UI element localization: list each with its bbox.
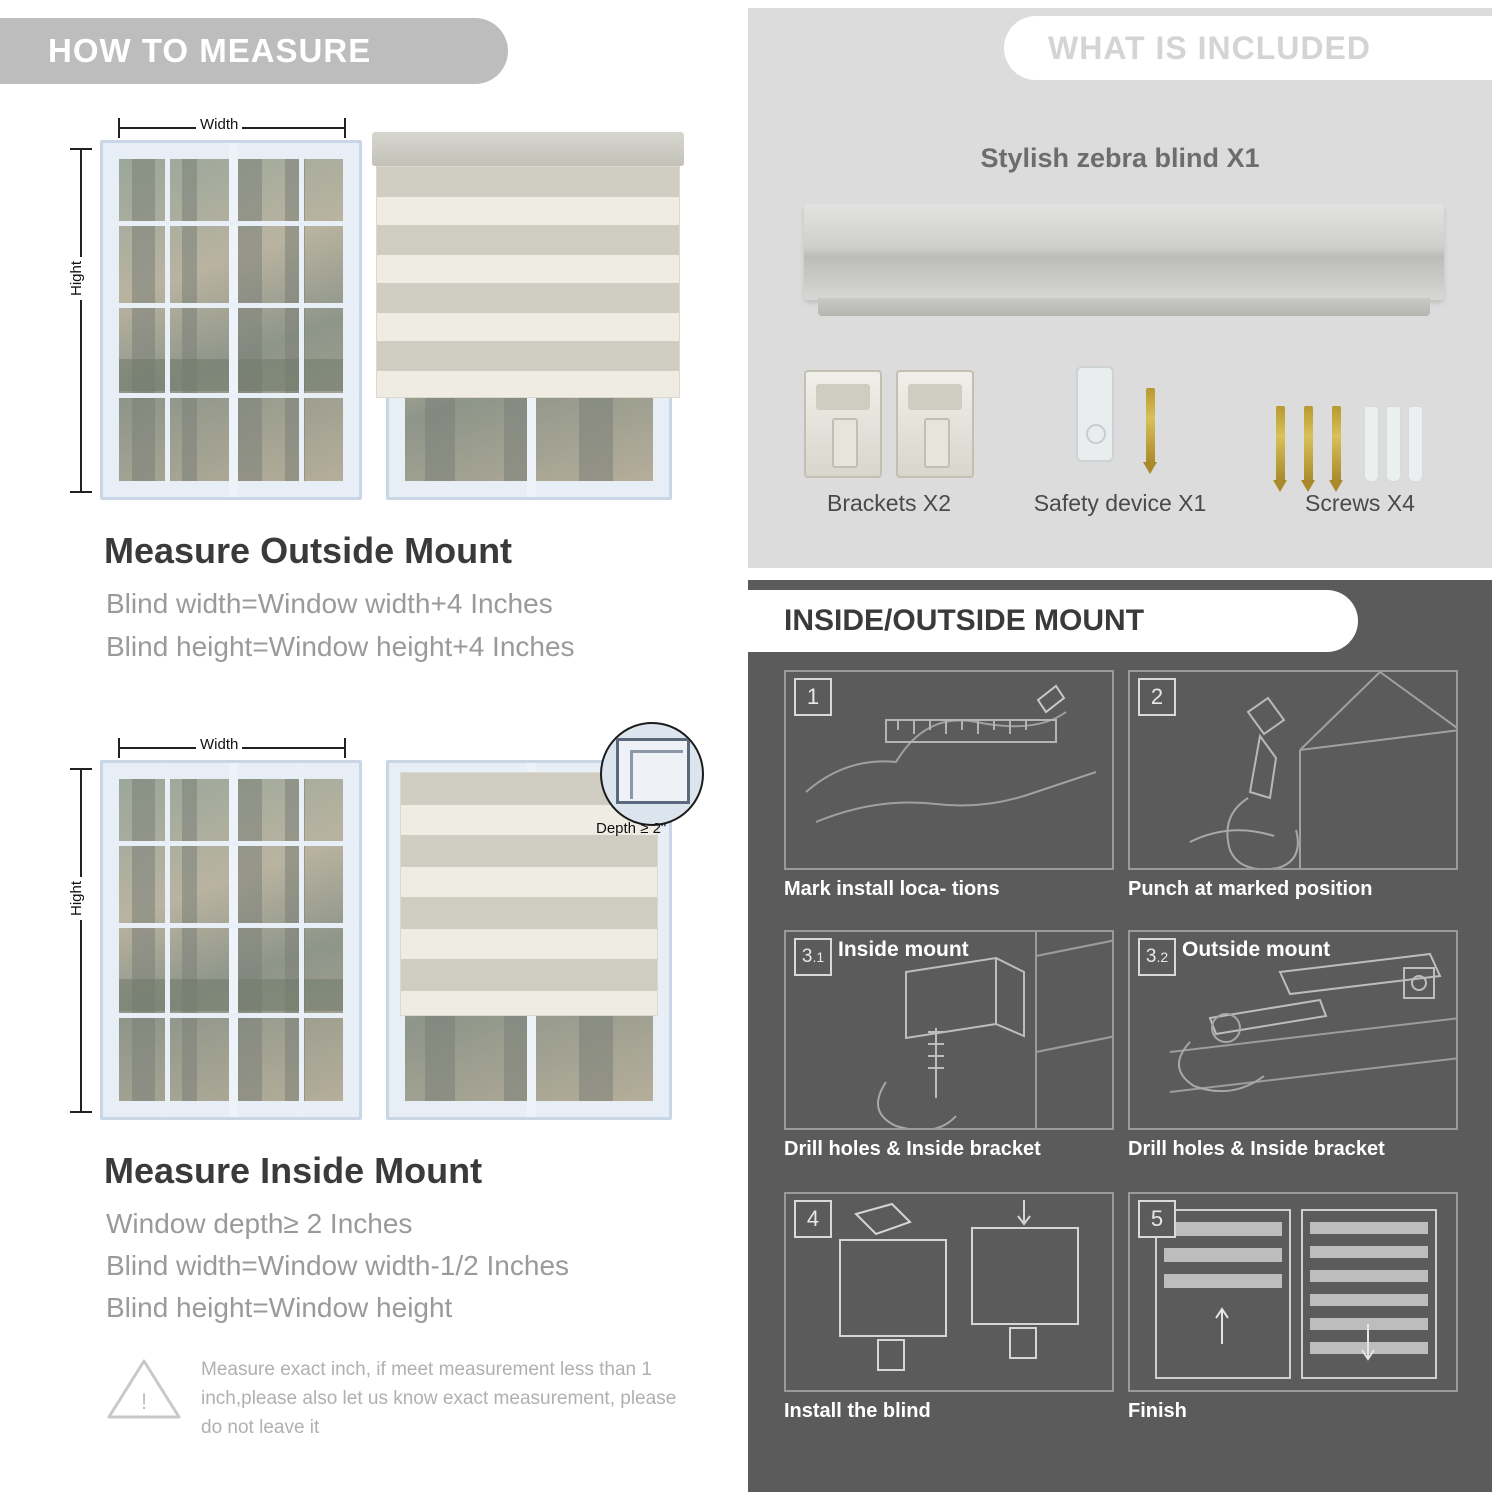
step-3-1-inline-label: Inside mount [838,938,969,961]
inside-mount-line-2: Blind width=Window width-1/2 Inches [106,1250,570,1281]
inside-outside-mount-title: INSIDE/OUTSIDE MOUNT [784,604,1145,637]
svg-text:!: ! [140,1389,148,1414]
screw-icon-3 [1332,406,1341,482]
inside-mount-heading: Measure Inside Mount [104,1150,483,1191]
inside-height-label: Hight [68,877,85,920]
how-to-measure-banner [0,18,508,84]
wall-anchor-icon-2 [1386,406,1401,482]
how-to-measure-column [0,0,740,1500]
step-5-illustration [1128,1192,1458,1392]
outside-mount-heading: Measure Outside Mount [104,530,513,571]
measure-note-text: Measure exact inch, if meet measurement less than 1 inch,please also let us know exact measurement, please do not leave it [201,1359,677,1438]
step-3-1-number: 3 .1 [794,938,832,976]
outside-mount-line-1: Blind width=Window width+4 Inches [106,588,553,619]
inside-height-dim-tick-bottom [70,1111,92,1113]
outside-window-illustration [100,140,362,500]
how-to-measure-title: HOW TO MEASURE [48,32,372,69]
depth-label: Depth ≥ 2" [596,820,667,837]
outside-width-dim-tick-right [344,118,346,138]
outside-height-dim-tick-bottom [70,491,92,493]
safety-screw-icon [1146,388,1155,464]
inside-width-dim-tick-left [118,738,120,758]
step-3-1-caption: Drill holes & Inside bracket [784,1138,1041,1160]
outside-mount-line-2: Blind height=Window height+4 Inches [106,631,575,662]
screw-icon-2 [1304,406,1313,482]
outside-height-dim-line [80,148,82,493]
outside-height-label: Hight [68,257,85,300]
step-1-caption: Mark install loca- tions [784,878,1000,900]
inside-window-illustration [100,760,362,1120]
outside-height-dim-tick-top [70,148,92,150]
step-4-illustration [784,1192,1114,1392]
step-2-illustration [1128,670,1458,870]
step-3-2-caption: Drill holes & Inside bracket [1128,1138,1385,1160]
inside-outside-mount-tab [748,590,1358,652]
step-4-number: 4 [794,1200,832,1238]
screw-icon-1 [1276,406,1285,482]
inside-outside-mount-panel [748,580,1492,1492]
brackets-label: Brackets X2 [827,490,951,516]
step-3-2-inline-label: Outside mount [1182,938,1331,961]
right-column [740,0,1500,1500]
inside-height-dim-line [80,768,82,1113]
bracket-icon-2 [896,370,974,478]
safety-device-label: Safety device X1 [1033,490,1207,516]
wall-anchor-icon-3 [1408,406,1423,482]
outside-width-label: Width [196,116,242,133]
zebra-blind-headrail [804,204,1444,300]
screws-label: Screws X4 [1305,490,1415,516]
inside-mount-line-3: Blind height=Window height [106,1292,453,1323]
wall-anchor-icon-1 [1364,406,1379,482]
measure-note [105,1355,685,1442]
what-is-included-tab [1004,16,1492,80]
step-1-number: 1 [794,678,832,716]
step-5-number: 5 [1138,1200,1176,1238]
step-3-2-number: 3 .2 [1138,938,1176,976]
step-2-number: 2 [1138,678,1176,716]
depth-callout-circle [600,722,704,826]
inside-width-dim-tick-right [344,738,346,758]
what-is-included-title: WHAT IS INCLUDED [1048,29,1371,66]
step-2-caption: Punch at marked position [1128,878,1373,900]
warning-icon [105,1355,183,1423]
what-is-included-panel [748,8,1492,568]
bracket-icon-1 [804,370,882,478]
inside-mount-line-1: Window depth≥ 2 Inches [106,1208,413,1239]
safety-device-icon [1076,366,1114,462]
step-4-caption: Install the blind [784,1400,931,1422]
step-5-caption: Finish [1128,1400,1187,1422]
step-1-illustration [784,670,1114,870]
inside-width-label: Width [196,736,242,753]
product-title: Stylish zebra blind X1 [980,143,1260,173]
outside-width-dim-tick-left [118,118,120,138]
inside-height-dim-tick-top [70,768,92,770]
